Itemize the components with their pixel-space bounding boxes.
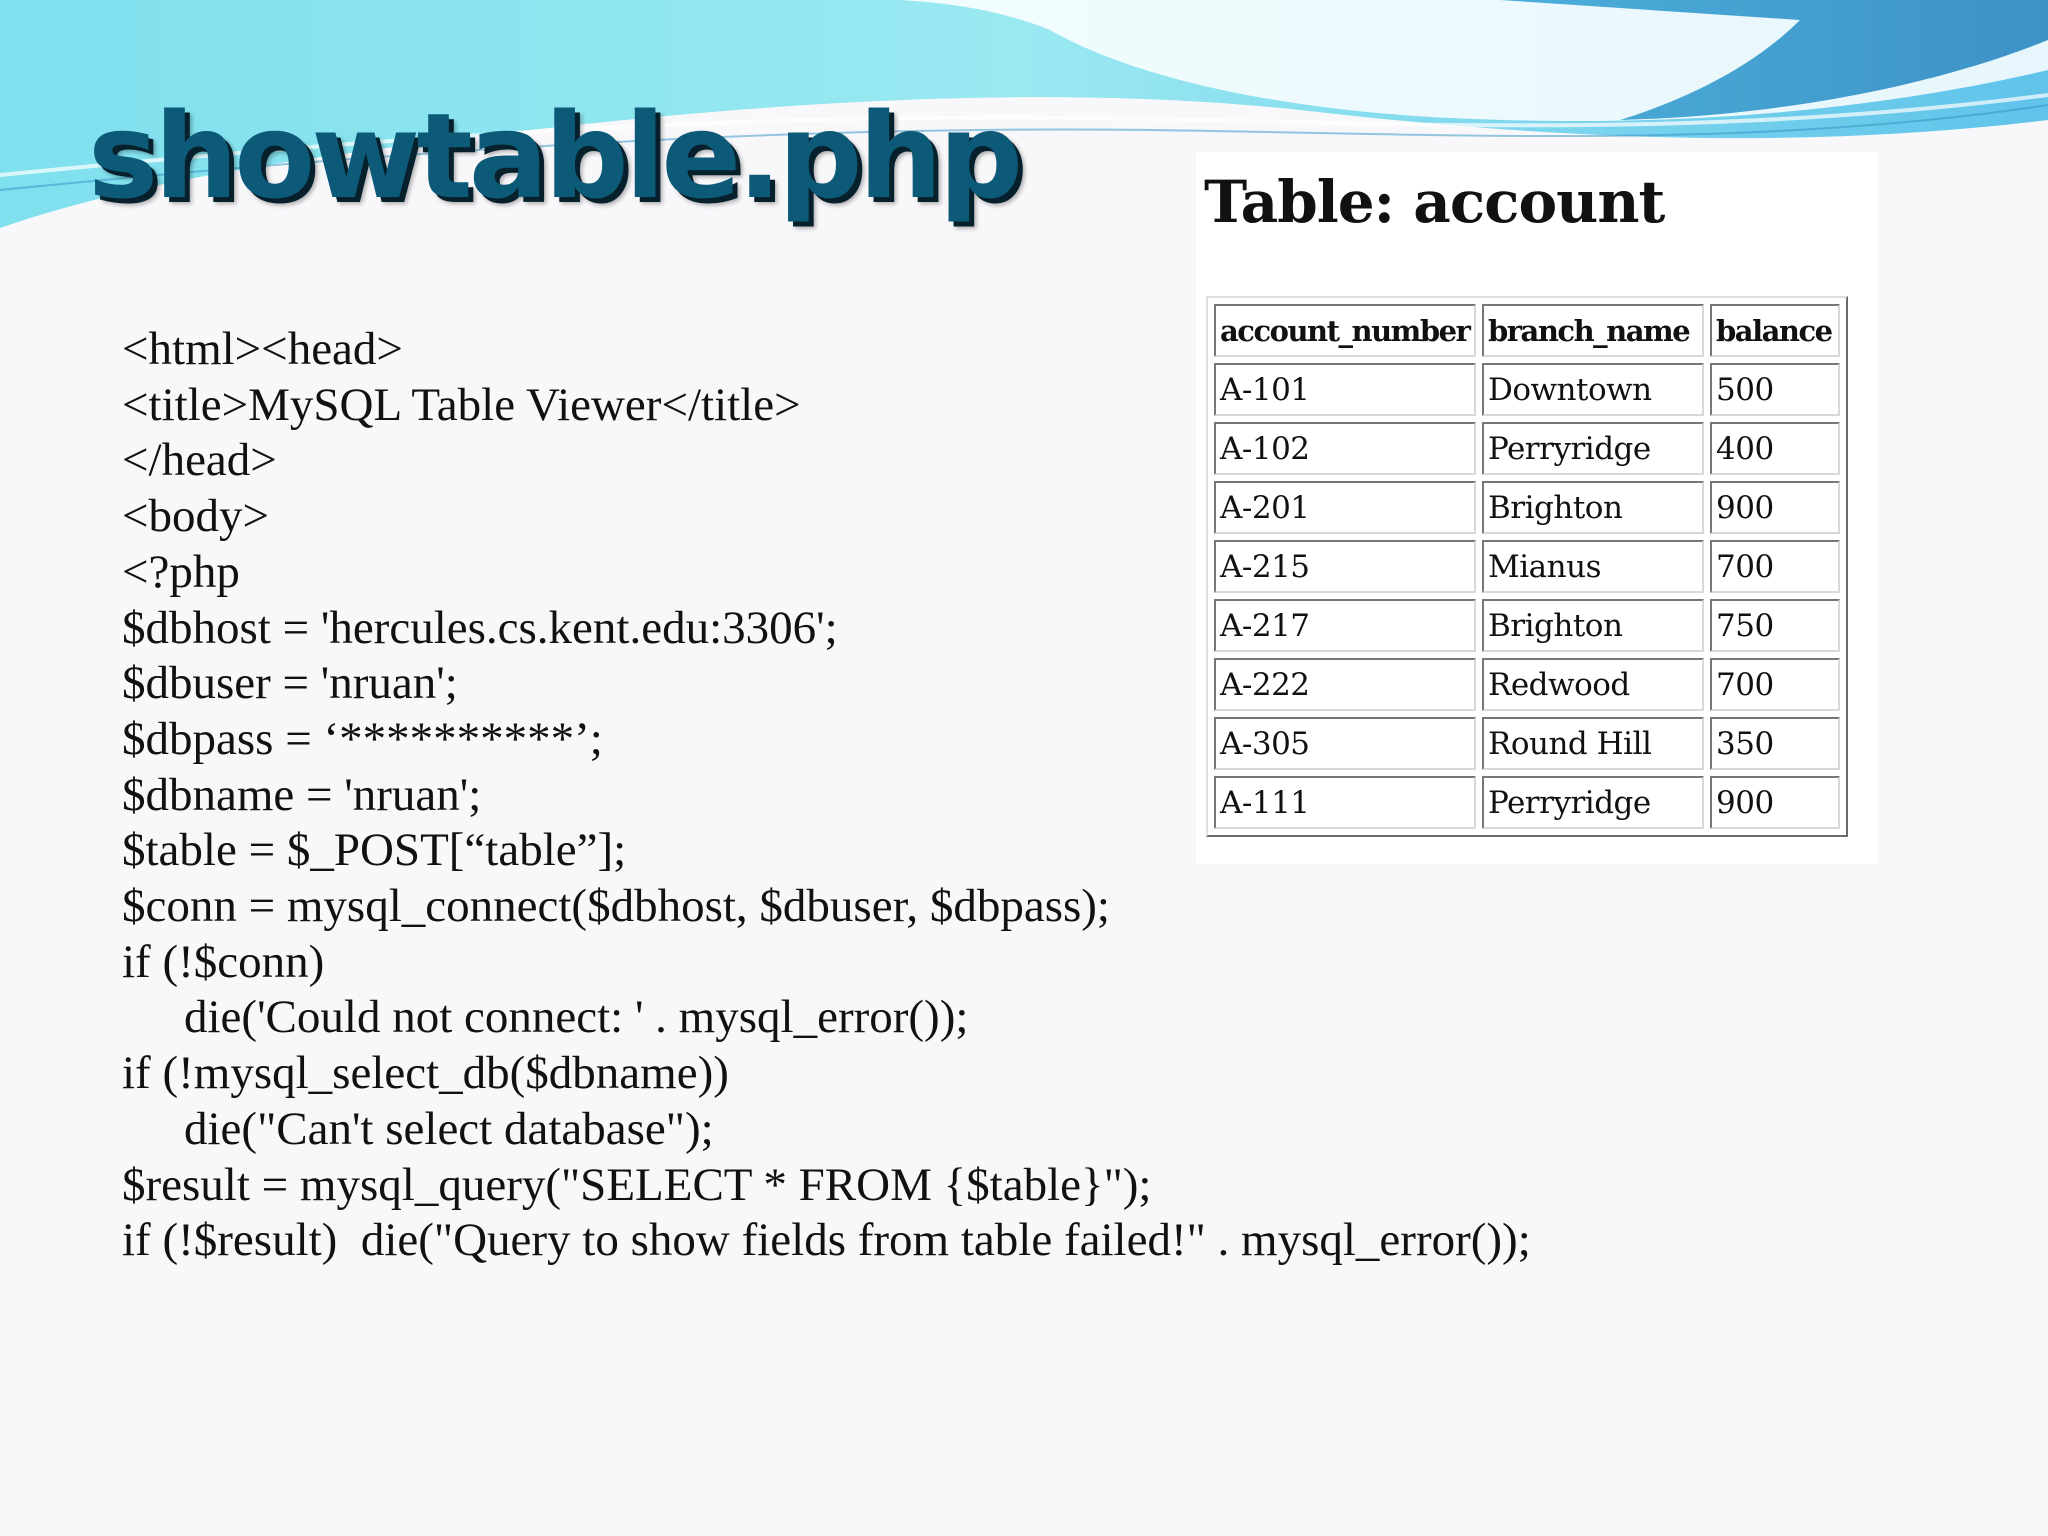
slide-title: showtable.php <box>88 87 1020 225</box>
table-row <box>1214 540 1840 593</box>
table-cell: 750 <box>1710 599 1840 652</box>
code-line: $result = mysql_query("SELECT * FROM {$table}"); <box>122 1158 1152 1211</box>
table-cell: 350 <box>1710 717 1840 770</box>
table-row <box>1214 776 1840 829</box>
table-row <box>1214 717 1840 770</box>
code-line: if (!$result) die("Query to show fields from table failed!" . mysql_error()); <box>122 1214 1531 1267</box>
code-line: <html><head> <box>122 323 403 375</box>
code-line: if (!$conn) <box>122 935 325 988</box>
table-row <box>1214 422 1840 475</box>
table-cell: Brighton <box>1482 481 1704 534</box>
code-line: die("Can't select database"); <box>184 1102 714 1155</box>
table-cell: Perryridge <box>1482 776 1704 829</box>
table-cell: 700 <box>1710 540 1840 593</box>
table-cell: A-305 <box>1214 717 1476 770</box>
column-header: balance <box>1710 304 1840 357</box>
table-cell: 900 <box>1710 776 1840 829</box>
table-cell: 900 <box>1710 481 1840 534</box>
table-row <box>1214 481 1840 534</box>
column-header: branch_name <box>1482 304 1704 357</box>
code-line: </head> <box>122 434 277 487</box>
table-cell: Perryridge <box>1482 422 1704 475</box>
table-cell: A-102 <box>1214 422 1476 475</box>
code-line: $dbuser = 'nruan'; <box>122 657 458 710</box>
code-line: $dbname = 'nruan'; <box>122 768 482 821</box>
code-line: $dbhost = 'hercules.cs.kent.edu:3306'; <box>122 601 838 654</box>
account-table <box>1206 296 1848 837</box>
code-line: if (!mysql_select_db($dbname)) <box>122 1047 729 1100</box>
table-cell: A-101 <box>1214 363 1476 416</box>
code-line: die('Could not connect: ' . mysql_error()); <box>184 991 969 1044</box>
table-output-screenshot <box>1196 152 1878 864</box>
table-cell: 500 <box>1710 363 1840 416</box>
table-cell: A-111 <box>1214 776 1476 829</box>
table-cell: 700 <box>1710 658 1840 711</box>
table-cell: Downtown <box>1482 363 1704 416</box>
code-line: $conn = mysql_connect($dbhost, $dbuser, $dbpass); <box>122 880 1110 933</box>
table-cell: Redwood <box>1482 658 1704 711</box>
code-line: $table = $_POST[“table”]; <box>122 824 627 877</box>
table-row <box>1214 658 1840 711</box>
table-row <box>1214 599 1840 652</box>
table-cell: A-201 <box>1214 481 1476 534</box>
table-cell: Mianus <box>1482 540 1704 593</box>
code-line: <title>MySQL Table Viewer</title> <box>122 378 801 431</box>
table-cell: A-222 <box>1214 658 1476 711</box>
table-row <box>1214 363 1840 416</box>
table-cell: Brighton <box>1482 599 1704 652</box>
table-cell: A-215 <box>1214 540 1476 593</box>
code-line: <?php <box>122 545 240 598</box>
table-cell: A-217 <box>1214 599 1476 652</box>
table-cell: Round Hill <box>1482 717 1704 770</box>
code-line: <body> <box>122 490 270 543</box>
table-cell: 400 <box>1710 422 1840 475</box>
table-header-row <box>1214 304 1840 357</box>
column-header: account_number <box>1214 304 1476 357</box>
table-heading: Table: account <box>1204 168 1665 236</box>
code-line: $dbpass = ‘**********’; <box>122 712 603 765</box>
